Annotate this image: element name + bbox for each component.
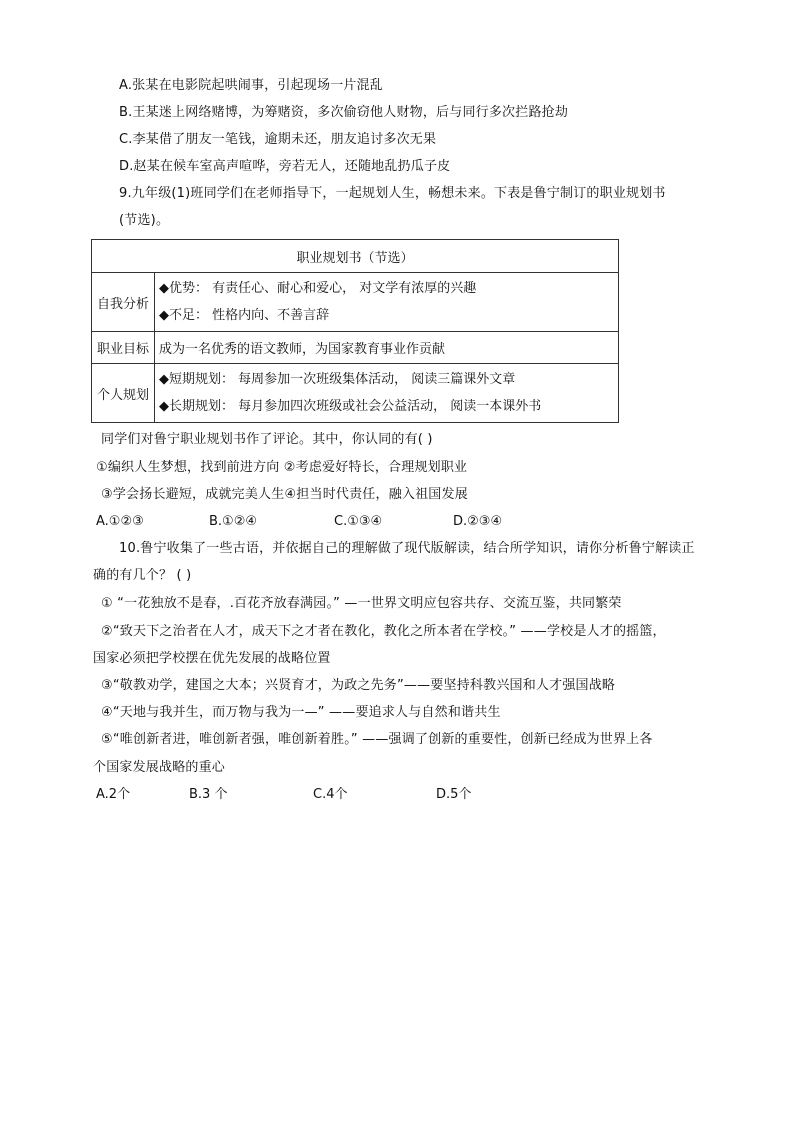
q9-option-a: A.①②③	[96, 514, 144, 529]
q10-item-5-line2: 个国家发展战略的重心	[93, 760, 226, 775]
q10-item-5-line1: ⑤“唯创新者进，唯创新者强，唯创新着胜。” ——强调了创新的重要性，创新已经成为世界上各	[101, 732, 653, 747]
personal-plan-label: 个人规划	[92, 364, 155, 423]
long-term-plan-text: ◆长期规划： 每月参加四次班级或社会公益活动， 阅读一本课外书	[159, 399, 542, 414]
q10-item-2-line1: ②“致天下之治者在人才，成天下之才者在教化，教化之所本者在学校。” ——学校是人才的摇篮，	[101, 624, 666, 639]
career-plan-table	[91, 239, 619, 423]
personal-plan-cell	[155, 364, 619, 423]
q8-option-b: B.王某迷上网络赌博，为筹赌资，多次偷窃他人财物，后与同行多次拦路抢劫	[119, 105, 569, 120]
q10-item-1: ① “一花独放不是春，.百花齐放春满园。” —一世界文明应包容共存、交流互鉴，共同繁荣	[101, 596, 622, 611]
q10-option-a: A.2个	[96, 787, 131, 802]
q8-option-a: A.张某在电影院起哄闹事，引起现场一片混乱	[119, 78, 383, 93]
q9-stem-line2: (节选)。	[119, 213, 170, 228]
q10-option-d: D.5个	[436, 787, 472, 802]
q9-option-b: B.①②④	[209, 514, 258, 529]
self-analysis-cell	[155, 273, 619, 332]
weakness-text: ◆不足： 性格内向、不善言辞	[159, 308, 330, 323]
q10-stem-line2: 确的有几个？ ( )	[93, 568, 192, 583]
q9-items-line2: ③学会扬长避短，成就完美人生④担当时代责任，融入祖国发展	[101, 487, 468, 502]
q9-option-c: C.①③④	[334, 514, 383, 529]
q10-item-2-line2: 国家必须把学校摆在优先发展的战略位置	[93, 651, 331, 666]
q8-option-d: D.赵某在候车室高声喧哗，旁若无人，还随地乱扔瓜子皮	[119, 159, 451, 174]
table-caption: 职业规划书（节选）	[92, 240, 619, 273]
q8-option-c: C.李某借了朋友一笔钱，逾期未还，朋友追讨多次无果	[119, 132, 437, 147]
q10-item-4: ④“天地与我并生，而万物与我为一—” ——要追求人与自然和谐共生	[101, 705, 501, 720]
short-term-plan-text: ◆短期规划： 每周参加一次班级集体活动， 阅读三篇课外文章	[159, 372, 516, 387]
career-goal-label: 职业目标	[92, 332, 155, 364]
q10-options	[96, 786, 596, 804]
q10-stem-line1: 10.鲁宁收集了一些古语，并依据自己的理解做了现代版解读，结合所学知识，请你分析鲁宁解读正	[119, 541, 695, 556]
q9-prompt: 同学们对鲁宁职业规划书作了评论。其中，你认同的有( )	[101, 432, 433, 447]
q9-stem-line1: 9.九年级(1)班同学们在老师指导下，一起规划人生，畅想未来。下表是鲁宁制订的职业规划书	[119, 186, 666, 201]
strength-text: ◆优势： 有责任心、耐心和爱心， 对文学有浓厚的兴趣	[159, 281, 477, 296]
q10-option-b: B.3 个	[189, 787, 228, 802]
career-goal-text: 成为一名优秀的语文教师，为国家教育事业作贡献	[155, 332, 619, 364]
q9-option-d: D.②③④	[453, 514, 503, 529]
q9-items-line1: ①编织人生梦想，找到前进方向 ②考虑爱好特长，合理规划职业	[96, 460, 468, 475]
q10-option-c: C.4个	[313, 787, 348, 802]
q10-item-3: ③“敬教劝学，建国之大本；兴贤育才，为政之先务”——要坚持科教兴国和人才强国战略	[101, 678, 616, 693]
self-analysis-label: 自我分析	[92, 273, 155, 332]
q9-options	[96, 513, 696, 531]
